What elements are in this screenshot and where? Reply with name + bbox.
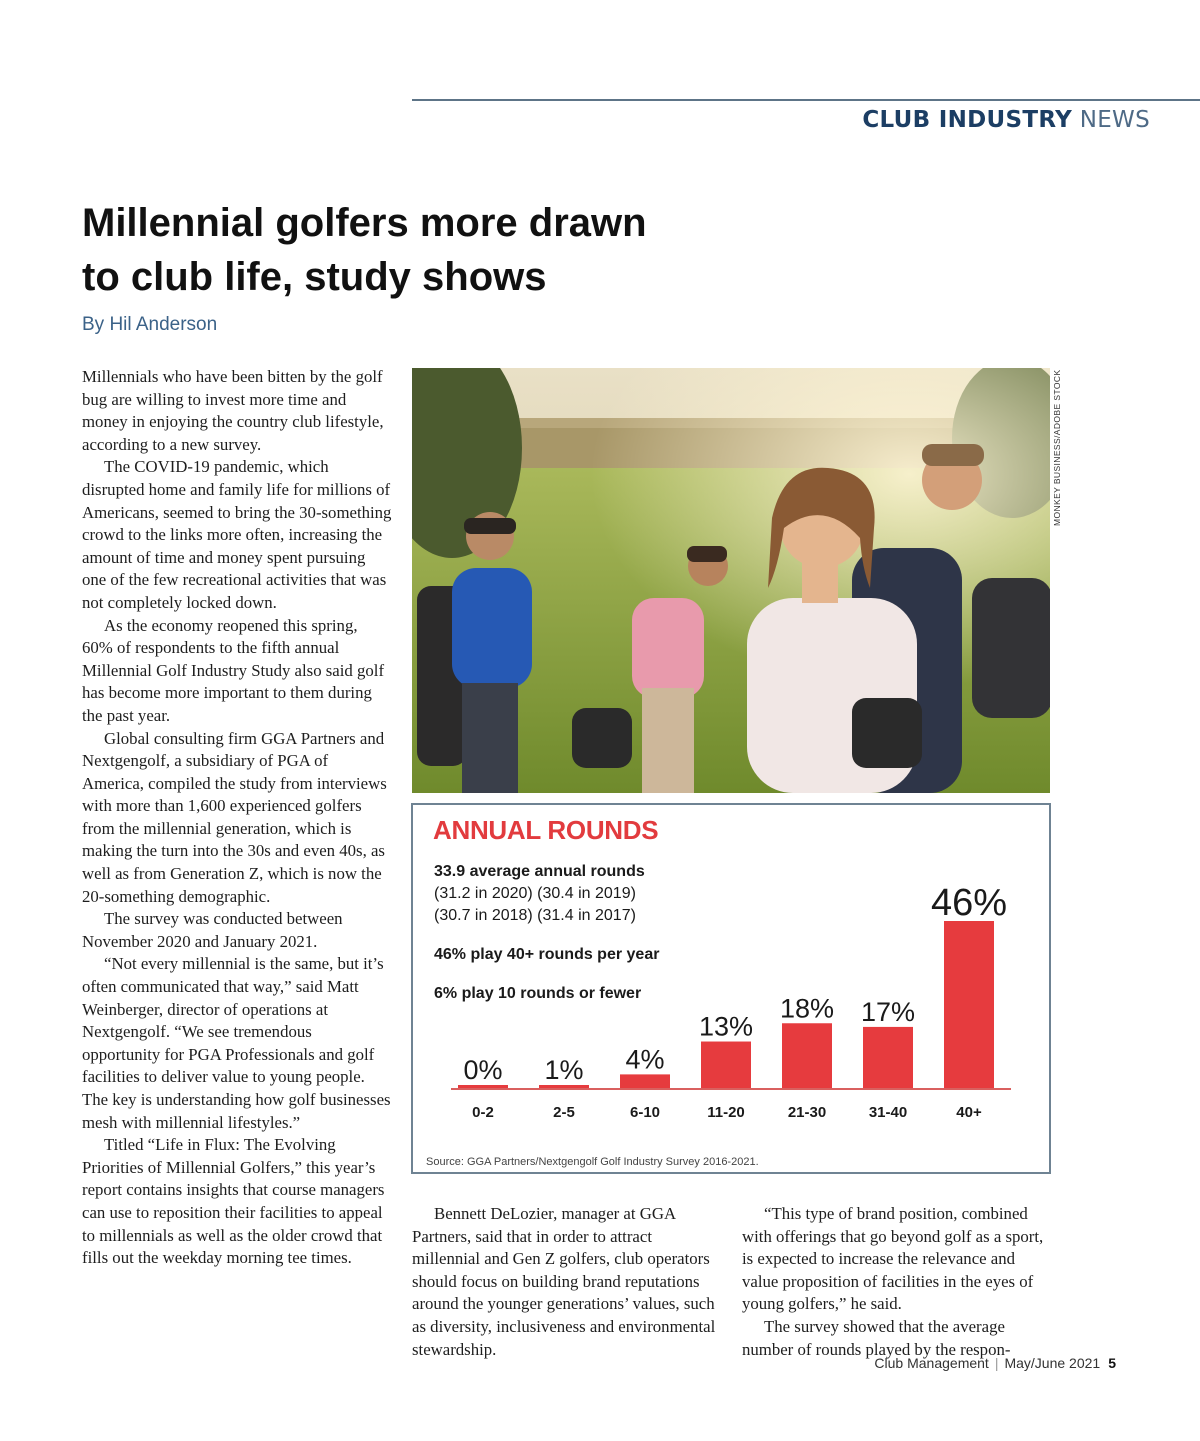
chart-source: Source: GGA Partners/Nextgengolf Golf Industry Survey 2016-2021. (426, 1156, 759, 1168)
tick-label-2-5: 2-5 (553, 1104, 575, 1121)
chart-40plus-note: 46% play 40+ rounds per year (434, 946, 660, 963)
article-column-1 (82, 366, 392, 1270)
data-label-21-30: 18% (779, 993, 835, 1024)
paragraph: Global consulting firm GGA Partners and Nextgengolf, a subsidiary of PGA of America, compiled the study from interviews with more than 1,600 experienced golfers from the millennial generation, which is making the turn into the 30s and even 40s, as well as from Generation Z, which is now the 20-something demographic. (82, 728, 387, 906)
footer-publication: Club Management (874, 1355, 989, 1371)
chart-title: ANNUAL ROUNDS (433, 815, 659, 845)
bar-21-30 (782, 1023, 832, 1089)
chart-10orfewer-note: 6% play 10 rounds or fewer (434, 985, 642, 1002)
paragraph: The COVID-19 pandemic, which disrupted home and family life for millions of Americans, seemed to bring the 30-something crowd to the links more often, increasing the amount of time and money spent pursuing one of the few recreational activities that was not completely locked down. (82, 457, 392, 612)
headline-line-1: Millennial golfers more drawn (82, 201, 647, 245)
chart-average-note: 33.9 average annual rounds (434, 863, 645, 880)
article-column-3 (742, 1203, 1054, 1361)
data-label-2-5: 1% (544, 1055, 584, 1085)
article-column-2 (412, 1203, 722, 1361)
footer-separator: | (994, 1355, 999, 1371)
chart-history-note-1: (31.2 in 2020) (30.4 in 2019) (434, 885, 636, 902)
golfers-photo (412, 368, 1050, 793)
byline: By Hil Anderson (82, 314, 218, 335)
paragraph: Titled “Life in Flux: The Evolving Priorities of Millennial Golfers,” this year’s report contains insights that course managers can use to reposition their facilities to appeal to millennials as well as the older crowd that fills out the weekday morning tee times. (82, 1135, 385, 1268)
paragraph: “This type of brand position, combined with offerings that go beyond golf as a sport, is expected to increase the relevance and value proposition of facilities in the eyes of young golfers,” he said. (742, 1204, 1044, 1314)
bar-6-10 (620, 1074, 670, 1089)
data-label-40+: 46% (930, 882, 1008, 924)
section-label (862, 107, 1150, 133)
paragraph: “Not every millennial is the same, but it’s often communicated that way,” said Matt Weinberger, director of operations at Nextgengolf. “We see tremendous opportunity for PGA Professionals and golf facilities to deliver value to young people. The key is understanding how golf businesses mesh with millennial lifestyles.” (82, 954, 391, 1132)
tick-label-6-10: 6-10 (629, 1104, 661, 1121)
top-rule (412, 99, 1200, 101)
paragraph: Bennett DeLozier, manager at GGA Partners, said that in order to attract millennial and Gen Z golfers, club operators should focus on building brand reputations around the younger generations’ values, such as diversity, inclusiveness and environmental stewardship. (412, 1204, 716, 1359)
headline-line-2: to club life, study shows (82, 255, 547, 299)
paragraph: The survey showed that the average number of rounds played by the respon- (742, 1316, 1011, 1359)
page-number: 5 (1108, 1355, 1116, 1371)
tick-label-31-40: 31-40 (868, 1104, 908, 1121)
section-label-strong: CLUB INDUSTRY (862, 107, 1073, 133)
bar-31-40 (863, 1027, 913, 1089)
footer-issue: May/June 2021 (1004, 1355, 1101, 1371)
tick-label-21-30: 21-30 (787, 1104, 827, 1121)
article-headline (82, 196, 782, 304)
bar-40+ (944, 921, 994, 1089)
paragraph: The survey was conducted between November 2020 and January 2021. (82, 909, 343, 951)
data-label-6-10: 4% (625, 1044, 665, 1075)
photo-credit: MONKEY BUSINESS/ADOBE STOCK (1052, 369, 1062, 526)
data-label-31-40: 17% (860, 996, 916, 1027)
tick-label-40+: 40+ (956, 1104, 982, 1121)
golfers-illustration (412, 368, 1050, 793)
chart-history-note-2: (30.7 in 2018) (31.4 in 2017) (434, 907, 636, 924)
data-label-11-20: 13% (698, 1011, 754, 1042)
bar-chart-plot (413, 805, 1049, 1172)
paragraph: Millennials who have been bitten by the golf bug are willing to invest more time and money in enjoying the country club lifestyle, according to a new survey. (82, 367, 384, 454)
bar-11-20 (701, 1042, 751, 1089)
section-label-light: NEWS (1079, 107, 1150, 133)
data-label-0-2: 0% (463, 1055, 503, 1085)
page-footer (874, 1355, 1116, 1371)
tick-label-11-20: 11-20 (707, 1104, 745, 1121)
annual-rounds-chart (411, 803, 1051, 1174)
paragraph: As the economy reopened this spring, 60% of respondents to the fifth annual Millennial Golf Industry Study also said golf has become more important to them during the past year. (82, 615, 385, 725)
tick-label-0-2: 0-2 (472, 1104, 494, 1121)
